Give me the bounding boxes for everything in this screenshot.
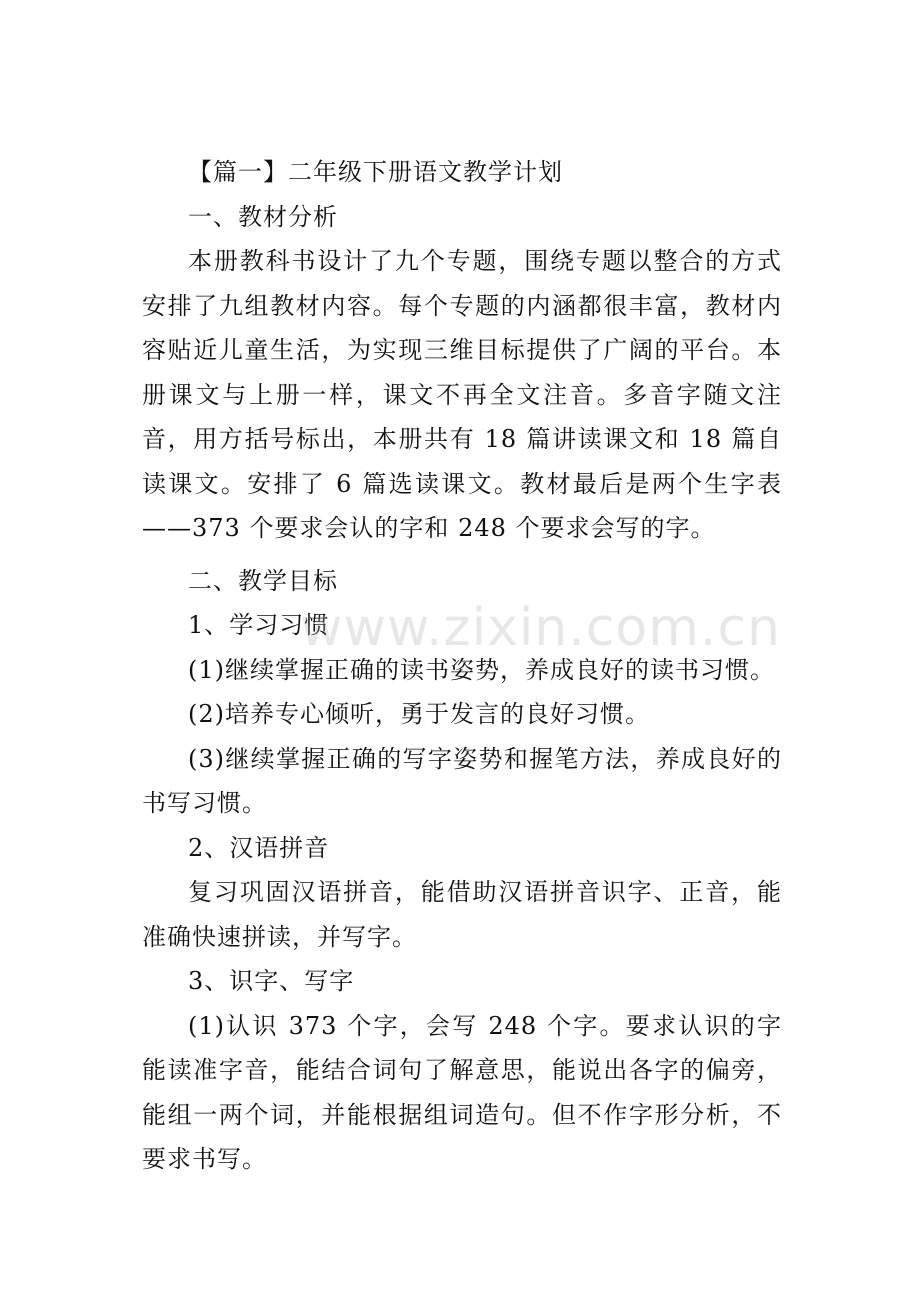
list-item-reading-posture: (1)继续掌握正确的读书姿势，养成良好的读书习惯。 [188, 655, 775, 684]
subheading-pinyin: 2、汉语拼音 [188, 833, 330, 862]
paragraph-pinyin: 复习巩固汉语拼音，能借助汉语拼音识字、正音，能准确快速拼读，并写字。 [142, 878, 782, 951]
list-item-writing-posture: (3)继续掌握正确的写字姿势和握笔方法，养成良好的书写习惯。 [142, 744, 782, 817]
list-item-listening-habit: (2)培养专心倾听，勇于发言的良好习惯。 [188, 700, 650, 728]
document-title: 【篇一】二年级下册语文教学计划 [188, 158, 563, 186]
spacer [142, 551, 782, 559]
section-heading-textbook-analysis: 一、教材分析 [188, 202, 338, 231]
section-heading-teaching-goals: 二、教学目标 [188, 566, 338, 595]
list-item-character-recognition: (1)认识 373 个字，会写 248 个字。要求认识的字能读准字音，能结合词句了解意思，能说出各字的偏旁，能组一两个词，并能根据组词造句。但不作字形分析，不要求书写。 [142, 1011, 782, 1173]
paragraph-textbook-analysis: 本册教科书设计了九个专题，围绕专题以整合的方式安排了九组教材内容。每个专题的内涵都很丰富，教材内容贴近儿童生活，为实现三维目标提供了广阔的平台。本册课文与上册一样，课文不再全文注音。多音字随文注音，用方括号标出，本册共有 18 篇讲读课文和 18 篇自读课文。安排了 6 篇选读课文。教材最后是两个生字表——373 个要求会认的字和 248 个要求会写的字。 [142, 247, 782, 542]
subheading-literacy-writing: 3、识字、写字 [188, 967, 355, 995]
document-body [142, 150, 782, 1182]
watermark-text: www.zixin.com.cn [300, 598, 781, 658]
subheading-study-habits: 1、学习习惯 [188, 611, 330, 639]
